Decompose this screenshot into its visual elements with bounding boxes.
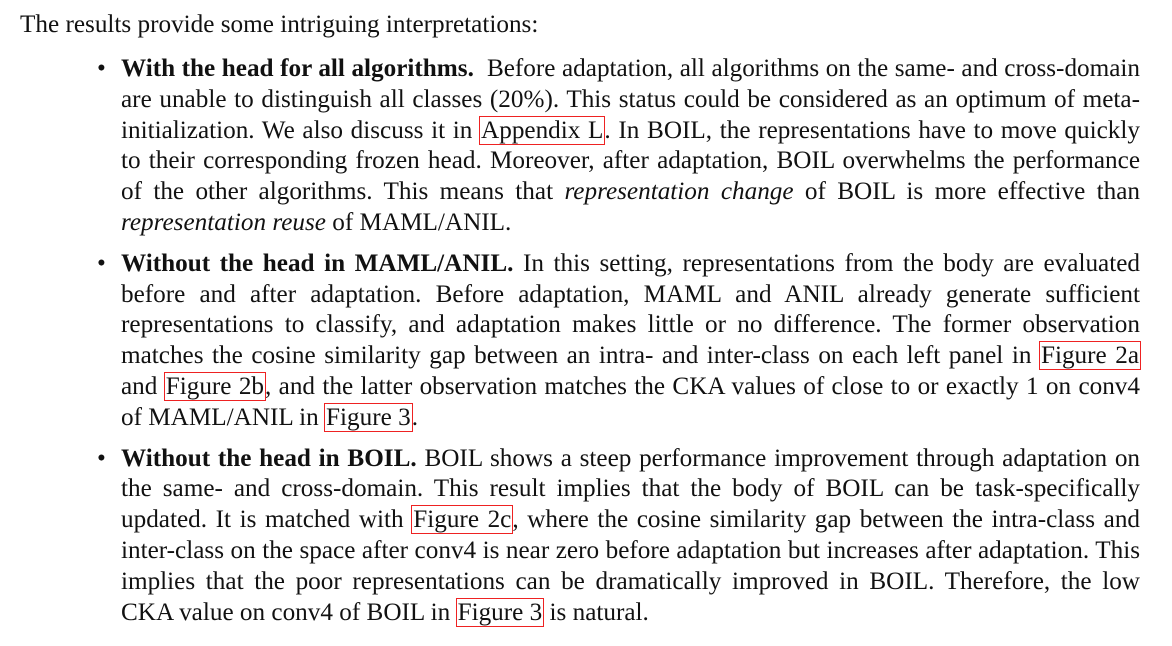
item-heading: Without the head in BOIL. (121, 444, 417, 472)
item-text: is natural. (549, 598, 649, 626)
figure-2b-link[interactable]: Figure 2b (165, 372, 265, 400)
interpretations-list (97, 54, 1141, 638)
item-text: In this setting, representations from the body are evaluated before and after adaptation. Before adaptation, MAML and ANIL already generate sufficient representations to classify, and adaptation makes little or no difference. The former observation matches the cosine similarity gap between an intra- and inter-class on each left panel in (121, 249, 1140, 370)
figure-3-link[interactable]: Figure 3 (457, 598, 543, 626)
item-heading: Without the head in MAML/ANIL. (121, 249, 514, 277)
bullet-icon: • (97, 444, 106, 472)
item-text: and (121, 372, 158, 400)
item-text: , and the latter observation matches the CKA values of close to or exactly 1 on conv4 of MAML/ANIL in (121, 372, 1140, 431)
item-text: Before adaptation, all algorithms on the same- and cross-domain are unable to distinguish all classes (20%). This status could be considered as an optimum of meta-initialization. We also discuss it in (121, 55, 1140, 144)
bullet-icon: • (97, 55, 106, 82)
item-text: of BOIL is more effective than (804, 178, 1141, 206)
figure-2a-link[interactable]: Figure 2a (1040, 342, 1140, 370)
list-item-without-head-boil (97, 444, 1141, 629)
figure-2c-link[interactable]: Figure 2c (413, 506, 512, 534)
item-text: BOIL shows a steep performance improvement through adaptation on the same- and cross-domain. This result implies that the body of BOIL can be task-specifically updated. It is matched with (121, 444, 1141, 534)
intro-paragraph: The results provide some intriguing interpretations: (20, 11, 539, 38)
emphasis-text: representation reuse (121, 208, 326, 236)
item-heading: With the head for all algorithms. (121, 55, 474, 82)
item-text: . In BOIL, the representations have to move quickly to their corresponding frozen head. Moreover, after adaptation, BOIL overwhelms the performance of the other algorithms. This means that (121, 116, 1140, 206)
list-item-head-all-algorithms (97, 54, 1141, 239)
item-text: . (411, 403, 418, 431)
bullet-icon: • (97, 249, 106, 277)
list-item-without-head-maml-anil (97, 249, 1140, 434)
emphasis-text: representation change (564, 178, 794, 206)
figure-3-link[interactable]: Figure 3 (326, 403, 411, 431)
item-text: of MAML/ANIL. (332, 208, 512, 236)
appendix-l-link[interactable]: Appendix L (481, 116, 604, 144)
item-text: , where the cosine similarity gap between the intra-class and inter-class on the space after conv4 is near zero before adaptation but increases after adaptation. This implies that the poor representations can be dramatically improved in BOIL. Therefore, the low CKA value on conv4 of BOIL in (121, 506, 1141, 626)
